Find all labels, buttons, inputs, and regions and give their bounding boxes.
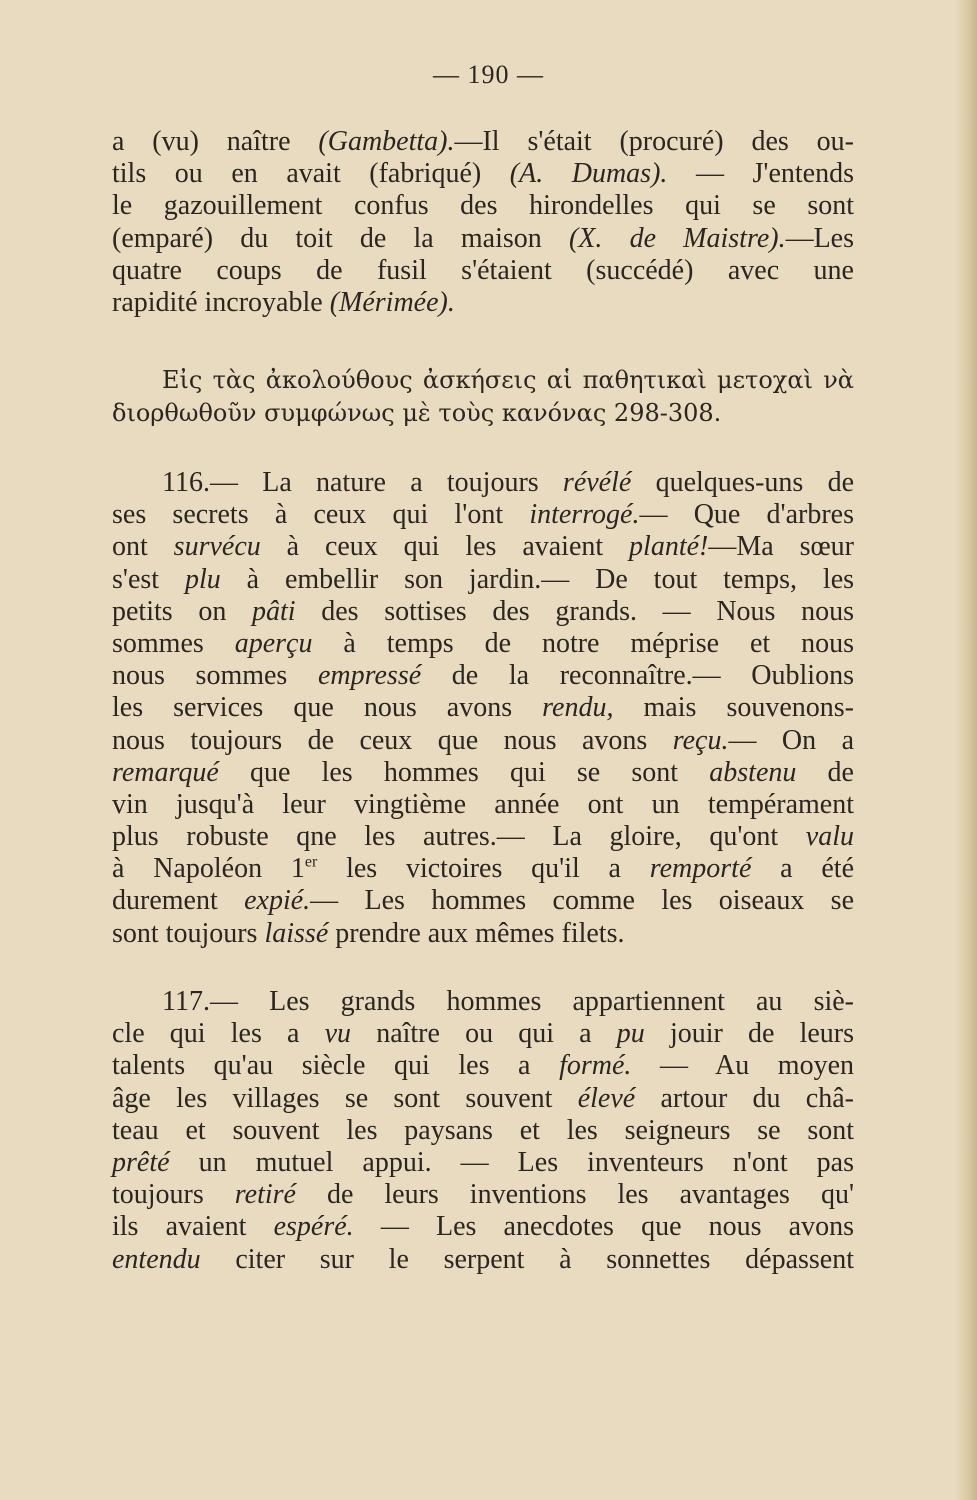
italic-text: survécu bbox=[173, 531, 261, 563]
text-segment: cle qui les a bbox=[112, 1018, 325, 1050]
text-segment: citer sur le serpent à sonnettes dépassent bbox=[200, 1243, 854, 1275]
text-line bbox=[112, 821, 854, 853]
text-segment: à temps de notre méprise et nous bbox=[312, 627, 854, 659]
text-segment: que les hommes qui se sont bbox=[218, 756, 710, 788]
text-line bbox=[112, 531, 854, 563]
italic-text: interrogé. bbox=[529, 499, 640, 531]
text-segment: Εἰς τὰς ἀκολούθους ἀσκήσεις αἱ παθητικαὶ μετοχαὶ νὰ bbox=[162, 366, 854, 394]
text-segment: prendre aux mêmes filets. bbox=[328, 917, 625, 949]
text-line bbox=[112, 986, 854, 1018]
text-line bbox=[112, 918, 854, 950]
text-segment: durement bbox=[112, 885, 245, 917]
text-segment: (emparé) du toit de la maison bbox=[112, 222, 569, 254]
text-segment: — Les hommes comme les oiseaux se bbox=[310, 885, 854, 917]
text-segment: —Les bbox=[785, 222, 855, 254]
italic-text: élevé bbox=[577, 1082, 636, 1114]
italic-text: remporté bbox=[649, 853, 752, 885]
text-line bbox=[112, 596, 854, 628]
italic-text: reçu. bbox=[672, 724, 729, 756]
text-line bbox=[112, 1050, 854, 1082]
text-segment: de leurs inventions les avantages qu' bbox=[295, 1179, 854, 1211]
text-segment: petits on bbox=[112, 595, 252, 627]
text-segment: le gazouillement confus des hirondelles qui se sont bbox=[112, 190, 854, 222]
text-line bbox=[112, 1179, 854, 1211]
text-segment: mais souvenons- bbox=[613, 692, 854, 724]
italic-text: espéré. bbox=[273, 1211, 354, 1243]
text-line bbox=[112, 1147, 854, 1179]
text-segment: — Que d'arbres bbox=[639, 499, 854, 531]
text-line bbox=[112, 885, 854, 917]
text-line bbox=[112, 660, 854, 692]
text-line bbox=[112, 397, 854, 430]
text-segment: ont bbox=[112, 531, 174, 563]
text-line bbox=[112, 287, 854, 319]
text-line bbox=[112, 364, 854, 397]
page-edge bbox=[955, 0, 977, 1500]
text-segment: naître ou qui a bbox=[351, 1018, 617, 1050]
italic-text: entendu bbox=[112, 1243, 201, 1275]
text-line bbox=[112, 692, 854, 724]
text-segment: ils avaient bbox=[112, 1211, 274, 1243]
text-segment: de la reconnaître.— Oublions bbox=[421, 660, 854, 692]
text-segment: ses secrets à ceux qui l'ont bbox=[112, 499, 530, 531]
text-segment: quatre coups de fusil s'étaient (succédé) avec une bbox=[112, 254, 854, 286]
italic-text: abstenu bbox=[709, 756, 797, 788]
superscript-text: er bbox=[304, 853, 318, 871]
text-segment: artour du châ- bbox=[635, 1082, 854, 1114]
text-segment: sommes bbox=[112, 627, 235, 659]
italic-text: planté! bbox=[629, 531, 709, 563]
text-segment: — J'entends bbox=[667, 158, 854, 190]
text-segment: 116.— La nature a toujours bbox=[162, 467, 563, 498]
text-segment: a (vu) naître bbox=[112, 126, 319, 157]
paragraph-examples bbox=[112, 126, 854, 319]
text-segment: talents qu'au siècle qui les a bbox=[112, 1050, 560, 1082]
text-segment: 117.— Les grands hommes appartiennent au siè- bbox=[162, 986, 854, 1017]
text-line bbox=[112, 467, 854, 499]
text-line bbox=[112, 757, 854, 789]
text-line bbox=[112, 1018, 854, 1050]
italic-text: (Gambetta). bbox=[318, 126, 455, 157]
exercise-116 bbox=[112, 467, 854, 950]
text-line bbox=[112, 1083, 854, 1115]
text-line bbox=[112, 1244, 854, 1276]
text-line bbox=[112, 190, 854, 222]
text-segment: —Il s'était (procuré) des ou- bbox=[454, 126, 854, 157]
text-segment: un mutuel appui. — Les inventeurs n'ont pas bbox=[169, 1146, 854, 1178]
exercise-117 bbox=[112, 986, 854, 1276]
text-segment: de bbox=[796, 756, 854, 788]
italic-text: remarqué bbox=[112, 756, 219, 788]
text-segment: s'est bbox=[112, 563, 185, 595]
text-segment: à Napoléon 1 bbox=[112, 853, 305, 885]
text-segment: à ceux qui les avaient bbox=[260, 531, 630, 563]
italic-text: pu bbox=[616, 1018, 645, 1050]
italic-text: empressé bbox=[317, 660, 422, 692]
italic-text: laissé bbox=[264, 917, 329, 949]
text-segment: sont toujours bbox=[112, 917, 265, 949]
text-segment: à embellir son jardin.— De tout temps, les bbox=[220, 563, 855, 595]
text-line bbox=[112, 628, 854, 660]
text-line bbox=[112, 1115, 854, 1147]
text-line bbox=[112, 789, 854, 821]
italic-text: (Mérimée). bbox=[329, 286, 455, 318]
text-segment: tils ou en avait (fabriqué) bbox=[112, 158, 510, 190]
italic-text: prêté bbox=[112, 1146, 170, 1178]
italic-text: vu bbox=[324, 1018, 352, 1050]
text-segment: des sottises des grands. — Nous nous bbox=[295, 595, 854, 627]
text-line bbox=[112, 158, 854, 190]
italic-text: plu bbox=[184, 563, 221, 595]
text-segment: vin jusqu'à leur vingtième année ont un tempérament bbox=[112, 788, 854, 820]
text-segment: nous toujours de ceux que nous avons bbox=[112, 724, 673, 756]
text-segment: rapidité incroyable bbox=[112, 286, 330, 318]
page-number: — 190 — bbox=[433, 60, 544, 89]
text-line bbox=[112, 499, 854, 531]
text-segment: les victoires qu'il a bbox=[317, 853, 650, 885]
italic-text: aperçu bbox=[234, 627, 313, 659]
italic-text: révélé bbox=[562, 467, 632, 498]
text-line bbox=[112, 853, 854, 885]
text-line bbox=[112, 255, 854, 287]
text-segment: διορθωθοῦν συμφώνως μὲ τοὺς κανόνας 298-308. bbox=[112, 399, 722, 427]
text-segment: nous sommes bbox=[112, 660, 318, 692]
text-segment: — Au moyen bbox=[631, 1050, 854, 1082]
text-line bbox=[112, 126, 854, 158]
text-line bbox=[112, 1211, 854, 1243]
italic-text: valu bbox=[805, 821, 854, 853]
text-segment: teau et souvent les paysans et les seigneurs se sont bbox=[112, 1114, 854, 1146]
paragraph-greek-instruction bbox=[112, 364, 854, 430]
italic-text: pâti bbox=[252, 595, 296, 627]
italic-text: expié. bbox=[244, 885, 311, 917]
text-segment: quelques-uns de bbox=[631, 467, 854, 498]
italic-text: rendu, bbox=[542, 692, 614, 724]
text-segment: — Les anecdotes que nous avons bbox=[353, 1211, 855, 1243]
text-segment: a été bbox=[751, 853, 854, 885]
italic-text: (A. Dumas). bbox=[509, 158, 668, 190]
text-segment: toujours bbox=[112, 1179, 235, 1211]
italic-text: retiré bbox=[234, 1179, 296, 1211]
text-line bbox=[112, 223, 854, 255]
text-segment: — On a bbox=[728, 724, 854, 756]
text-segment: âge les villages se sont souvent bbox=[112, 1082, 578, 1114]
text-line bbox=[112, 564, 854, 596]
text-segment: les services que nous avons bbox=[112, 692, 543, 724]
italic-text: formé. bbox=[559, 1050, 632, 1082]
text-segment: jouir de leurs bbox=[644, 1018, 854, 1050]
italic-text: (X. de Maistre). bbox=[568, 222, 786, 254]
text-segment: —Ma sœur bbox=[708, 531, 855, 563]
text-line bbox=[112, 725, 854, 757]
text-segment: plus robuste qne les autres.— La gloire, qu'ont bbox=[112, 821, 806, 853]
